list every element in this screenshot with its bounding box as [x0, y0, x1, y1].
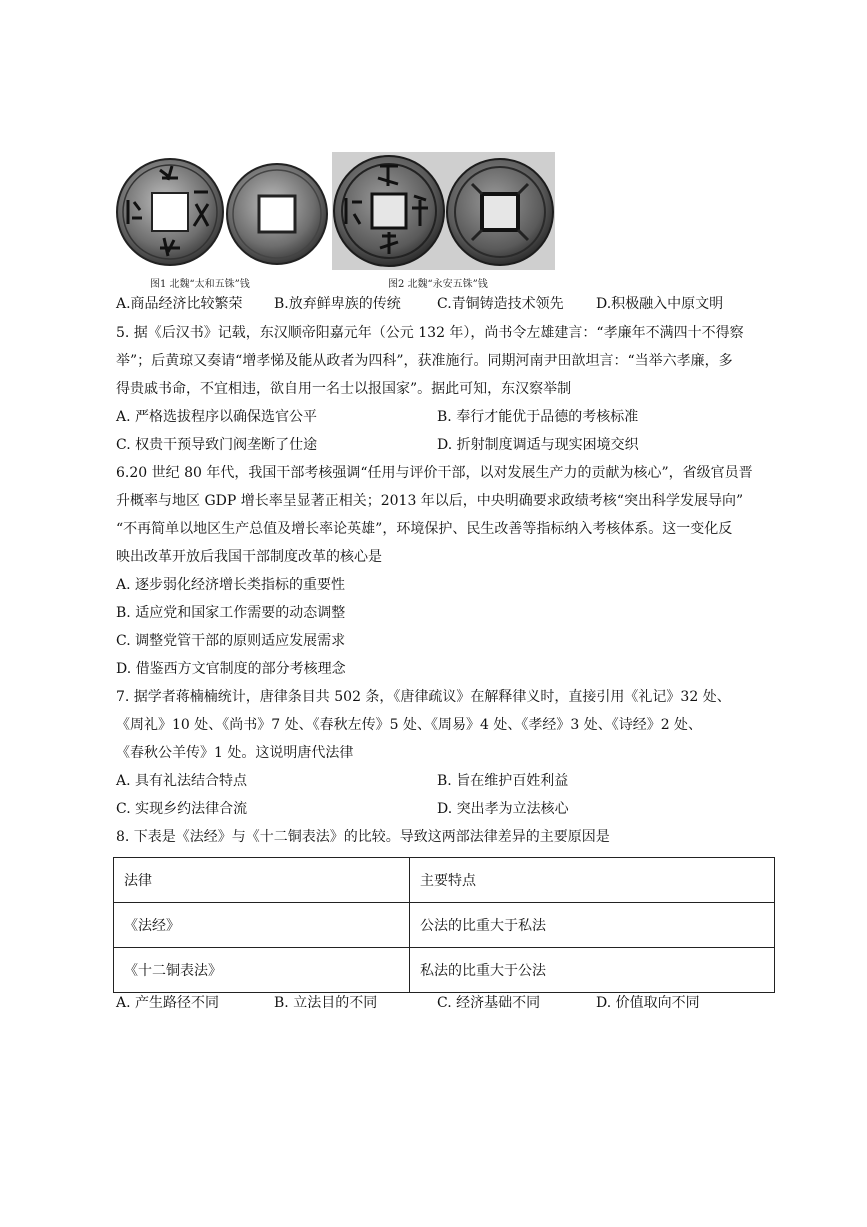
- q8-option-b: B. 立法目的不同: [274, 995, 378, 1011]
- table-header-cell: 主要特点: [410, 858, 775, 903]
- q8-option-d: D. 价值取向不同: [596, 995, 700, 1011]
- table-cell: 公法的比重大于私法: [410, 903, 775, 948]
- q8-option-c: C. 经济基础不同: [437, 995, 541, 1011]
- q7-stem-line-1: 7. 据学者蒋楠楠统计，唐律条目共 502 条，《唐律疏议》在解释律义时，直接引用《礼记》32 处、: [116, 689, 731, 705]
- coin-image-taihe-wuzhu: [112, 152, 332, 272]
- coin-image-yongan-wuzhu: [332, 152, 555, 270]
- table-cell: 《十二铜表法》: [114, 948, 410, 993]
- q6-option-a: A. 逐步弱化经济增长类指标的重要性: [116, 577, 346, 593]
- table-header-row: [114, 858, 775, 903]
- q6-option-c: C. 调整党管干部的原则适应发展需求: [116, 633, 346, 649]
- q7-option-c: C. 实现乡约法律合流: [116, 801, 248, 817]
- figure-2-caption: 图2 北魏“永安五铢”钱: [388, 279, 488, 290]
- q5-option-c: C. 权贵干预导致门阀垄断了仕途: [116, 437, 318, 453]
- q6-stem-line-1: 6.20 世纪 80 年代，我国干部考核强调“任用与评价干部，以对发展生产力的贡献为核心”，省级官员晋: [116, 465, 753, 481]
- q7-option-a: A. 具有礼法结合特点: [116, 773, 248, 789]
- q6-stem-line-2: 升概率与地区 GDP 增长率呈显著正相关；2013 年以后，中央明确要求政绩考核“突出科学发展导向”: [116, 493, 744, 509]
- table-row: [114, 903, 775, 948]
- table-cell: 《法经》: [114, 903, 410, 948]
- q5-stem-line-2: 举”；后黄琼又奏请“增孝悌及能从政者为四科”，获准施行。同期河南尹田歆坦言：“当举六孝廉，多: [116, 353, 733, 369]
- table-cell: 私法的比重大于公法: [410, 948, 775, 993]
- q6-stem-line-3: “不再简单以地区生产总值及增长率论英雄”，环境保护、民生改善等指标纳入考核体系。这一变化反: [116, 521, 733, 537]
- q6-option-d: D. 借鉴西方文官制度的部分考核理念: [116, 661, 346, 677]
- figure-1-caption: 图1 北魏“太和五铢”钱: [150, 279, 250, 290]
- q7-stem-line-3: 《春秋公羊传》1 处。这说明唐代法律: [116, 745, 354, 761]
- law-comparison-table: [113, 857, 775, 993]
- q7-option-b: B. 旨在维护百姓利益: [437, 773, 569, 789]
- table-header-cell: 法律: [114, 858, 410, 903]
- q4-option-b: B.放弃鲜卑族的传统: [274, 296, 401, 312]
- q7-stem-line-2: 《周礼》10 处、《尚书》7 处、《春秋左传》5 处、《周易》4 处、《孝经》3 处、《诗经》2 处、: [116, 717, 703, 733]
- q4-option-c: C.青铜铸造技术领先: [437, 296, 564, 312]
- q5-stem-line-3: 得贵戚书命，不宜相违，欲自用一名士以报国家”。据此可知，东汉察举制: [116, 381, 572, 397]
- q6-stem-line-4: 映出改革开放后我国干部制度改革的核心是: [116, 549, 382, 565]
- q4-option-d: D.积极融入中原文明: [596, 296, 724, 312]
- q8-stem: 8. 下表是《法经》与《十二铜表法》的比较。导致这两部法律差异的主要原因是: [116, 829, 610, 845]
- q5-option-a: A. 严格选拔程序以确保选官公平: [116, 409, 318, 425]
- table-row: [114, 948, 775, 993]
- q6-option-b: B. 适应党和国家工作需要的动态调整: [116, 605, 346, 621]
- q8-option-a: A. 产生路径不同: [116, 995, 220, 1011]
- q5-stem-line-1: 5. 据《后汉书》记载，东汉顺帝阳嘉元年（公元 132 年），尚书令左雄建言：“孝廉年不满四十不得察: [116, 325, 744, 341]
- q5-option-b: B. 奉行才能优于品德的考核标准: [437, 409, 639, 425]
- q5-option-d: D. 折射制度调适与现实困境交织: [437, 437, 639, 453]
- q7-option-d: D. 突出孝为立法核心: [437, 801, 569, 817]
- q4-option-a: A.商品经济比较繁荣: [116, 296, 243, 312]
